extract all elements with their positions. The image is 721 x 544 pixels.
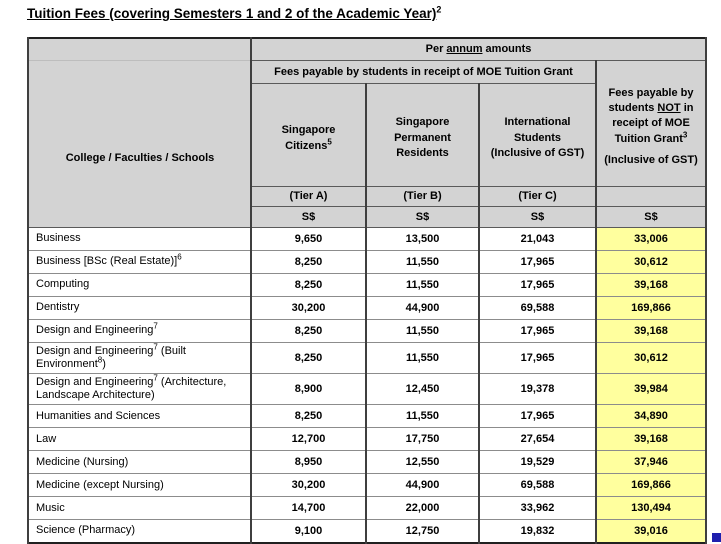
tier-c-value: 17,965	[479, 342, 596, 373]
tier-b-value: 11,550	[366, 273, 479, 296]
currency-header-a: S$	[251, 206, 366, 227]
college-label-cell: Dentistry	[28, 296, 251, 319]
international-students-header: International Students (Inclusive of GST)	[479, 83, 596, 186]
table-row	[28, 373, 706, 404]
non-grant-value: 39,016	[596, 520, 706, 543]
moe-grant-header: Fees payable by students in receipt of MOE Tuition Grant	[251, 60, 596, 83]
per-annum-header: Per annum amounts	[251, 38, 706, 60]
non-grant-value: 169,866	[596, 474, 706, 497]
permanent-residents-header: Singapore Permanent Residents	[366, 83, 479, 186]
tier-b-value: 17,750	[366, 428, 479, 451]
empty-corner-cell	[28, 38, 251, 60]
tier-c-value: 33,962	[479, 497, 596, 520]
table-header	[28, 38, 706, 227]
table-row	[28, 520, 706, 543]
table-row	[28, 273, 706, 296]
non-grant-value: 39,168	[596, 273, 706, 296]
tier-empty-cell	[596, 186, 706, 206]
tier-a-value: 14,700	[251, 497, 366, 520]
college-header: College / Faculties / Schools	[28, 60, 251, 227]
tier-a-value: 8,250	[251, 250, 366, 273]
cutoff-footnote-artifact	[712, 533, 721, 542]
tier-b-value: 22,000	[366, 497, 479, 520]
non-grant-header: Fees payable by students NOT in receipt of MOE Tuition Grant$^3$ (Inclusive of GST)	[596, 60, 706, 186]
college-label-cell: Business	[28, 227, 251, 250]
table-row	[28, 250, 706, 273]
tier-b-value: 12,750	[366, 520, 479, 543]
tier-b-value: 13,500	[366, 227, 479, 250]
tier-c-value: 19,832	[479, 520, 596, 543]
table-row	[28, 497, 706, 520]
tier-c-value: 19,378	[479, 373, 596, 404]
fees-table-body	[28, 227, 706, 543]
citizens-header: Singapore Citizens$^5$	[251, 83, 366, 186]
tier-c-value: 69,588	[479, 474, 596, 497]
tier-a-value: 8,250	[251, 405, 366, 428]
tier-c-value: 17,965	[479, 250, 596, 273]
non-grant-value: 34,890	[596, 405, 706, 428]
page-title: Tuition Fees (covering Semesters 1 and 2 of the Academic Year)$^2$	[27, 4, 442, 21]
tier-b-value: 11,550	[366, 405, 479, 428]
tier-b-value: 44,900	[366, 296, 479, 319]
tier-a-value: 8,250	[251, 273, 366, 296]
table-row	[28, 342, 706, 373]
tier-a-value: 8,250	[251, 342, 366, 373]
non-grant-value: 30,612	[596, 250, 706, 273]
table-row	[28, 451, 706, 474]
non-grant-value: 37,946	[596, 451, 706, 474]
college-label-cell: Humanities and Sciences	[28, 405, 251, 428]
college-label-cell: Medicine (Nursing)	[28, 451, 251, 474]
tier-c-value: 27,654	[479, 428, 596, 451]
tier-b-value: 11,550	[366, 250, 479, 273]
tier-b-value: 11,550	[366, 319, 479, 342]
tier-a-value: 30,200	[251, 474, 366, 497]
tier-a-value: 8,250	[251, 319, 366, 342]
college-label-cell: Medicine (except Nursing)	[28, 474, 251, 497]
non-grant-value: 130,494	[596, 497, 706, 520]
table-row	[28, 428, 706, 451]
non-grant-value: 169,866	[596, 296, 706, 319]
college-label-cell: Computing	[28, 273, 251, 296]
currency-header-b: S$	[366, 206, 479, 227]
tier-c-value: 69,588	[479, 296, 596, 319]
college-label-cell: Music	[28, 497, 251, 520]
table-row	[28, 474, 706, 497]
table-row	[28, 296, 706, 319]
tier-c-value: 17,965	[479, 273, 596, 296]
tier-b-header: (Tier B)	[366, 186, 479, 206]
tier-c-value: 21,043	[479, 227, 596, 250]
non-grant-value: 39,984	[596, 373, 706, 404]
tier-a-header: (Tier A)	[251, 186, 366, 206]
tier-b-value: 12,550	[366, 451, 479, 474]
college-label-cell: Design and Engineering$^7$ (Architecture, Landscape Architecture)	[28, 373, 251, 404]
tier-a-value: 12,700	[251, 428, 366, 451]
table-row	[28, 227, 706, 250]
college-label-cell: Design and Engineering$^7$ (Built Environment$^8$)	[28, 342, 251, 373]
title-footnote-sup: 2	[436, 4, 442, 15]
tier-b-value: 11,550	[366, 342, 479, 373]
college-label-cell: Science (Pharmacy)	[28, 520, 251, 543]
table-row	[28, 319, 706, 342]
non-grant-value: 33,006	[596, 227, 706, 250]
college-label-cell: Design and Engineering$^7$	[28, 319, 251, 342]
non-grant-value: 39,168	[596, 428, 706, 451]
college-label-cell: Law	[28, 428, 251, 451]
table-row	[28, 405, 706, 428]
tier-c-value: 17,965	[479, 319, 596, 342]
tier-c-header: (Tier C)	[479, 186, 596, 206]
currency-header-c: S$	[479, 206, 596, 227]
tier-c-value: 17,965	[479, 405, 596, 428]
currency-header-nongrant: S$	[596, 206, 706, 227]
tier-a-value: 9,650	[251, 227, 366, 250]
tier-a-value: 30,200	[251, 296, 366, 319]
non-grant-value: 39,168	[596, 319, 706, 342]
tier-b-value: 44,900	[366, 474, 479, 497]
college-label-cell: Business [BSc (Real Estate)]$^6$	[28, 250, 251, 273]
tier-a-value: 8,900	[251, 373, 366, 404]
tier-a-value: 8,950	[251, 451, 366, 474]
non-grant-value: 30,612	[596, 342, 706, 373]
tier-b-value: 12,450	[366, 373, 479, 404]
tier-a-value: 9,100	[251, 520, 366, 543]
tier-c-value: 19,529	[479, 451, 596, 474]
tuition-fees-table	[27, 37, 707, 544]
